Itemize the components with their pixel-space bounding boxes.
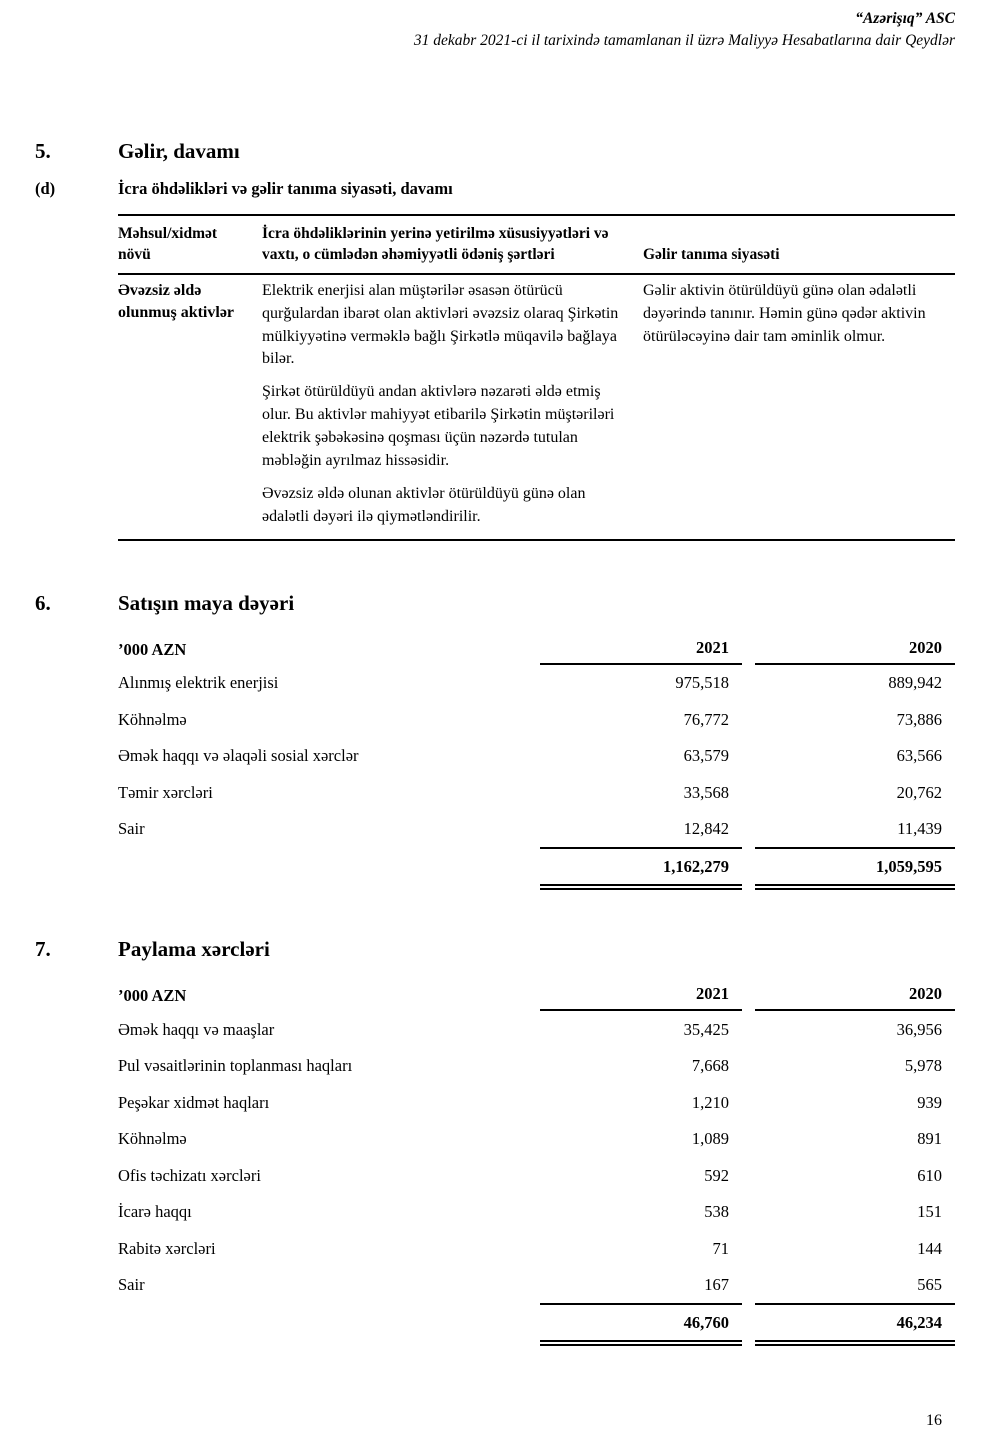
row-label: Əmək haqqı və əlaqəli sosial xərclər [118, 746, 359, 766]
value-2020: 63,566 [896, 746, 942, 766]
year-2021-header: 2021 [540, 984, 742, 1011]
table-row [118, 701, 955, 738]
table-row [118, 1194, 955, 1231]
unit-label: ’000 AZN [118, 986, 187, 1006]
policy-row-policy [643, 274, 955, 540]
revenue-policy-table [118, 214, 955, 541]
value-2020: 36,956 [896, 1019, 942, 1039]
table-header-row [118, 638, 955, 665]
table-row [118, 738, 955, 775]
value-2021: 12,842 [683, 819, 729, 839]
section5d-title: İcra öhdəlikləri və gəlir tanıma siyasəti, davamı [118, 178, 453, 198]
section5-number: 5. [35, 138, 51, 163]
section7-number: 7. [35, 937, 51, 962]
value-2021: 538 [704, 1202, 729, 1222]
policy-col-policy-header: Gəlir tanıma siyasəti [643, 215, 955, 274]
report-subtitle: 31 dekabr 2021-ci il tarixində tamamlanan il üzrə Maliyyə Hesabatlarına dair Qeydlər [413, 32, 955, 50]
year-2020-header: 2020 [755, 984, 955, 1011]
value-2021: 592 [704, 1165, 729, 1185]
value-2021: 7,668 [691, 1056, 729, 1076]
policy-table-header-row [118, 215, 955, 274]
value-2021: 76,772 [683, 709, 729, 729]
section7-heading [35, 937, 955, 962]
row-label: Təmir xərcləri [118, 782, 213, 802]
value-2021: 33,568 [683, 782, 729, 802]
value-2020: 151 [917, 1202, 942, 1222]
obligation-paragraph: Elektrik enerjisi alan müştərilər əsasən ötürücü qurğulardan ibarət olan aktivləri əvəzsiz olaraq Şirkətin mülkiyyətinə verməklə bağlı Şirkətlə müqavilə bağlaya bilər. [262, 281, 619, 368]
row-label: Sair [118, 1275, 145, 1295]
row-label: Rabitə xərcləri [118, 1238, 216, 1258]
row-label: Pul vəsaitlərinin toplanması haqları [118, 1056, 353, 1076]
section6-title: Satışın maya dəyəri [118, 590, 295, 615]
policy-paragraph: Gəlir aktivin ötürüldüyü günə olan ədalətli dəyərində tanınır. Həmin günə qədər aktivin ötürüləcəyinə dair tam əminlik olmur. [643, 281, 926, 345]
row-label: Köhnəlmə [118, 709, 187, 729]
value-2020: 939 [917, 1092, 942, 1112]
row-label: Alınmış elektrik enerjisi [118, 673, 279, 693]
value-2020: 565 [917, 1275, 942, 1295]
total-2021: 46,760 [540, 1303, 742, 1346]
value-2020: 11,439 [897, 819, 942, 839]
obligation-paragraph: Əvəzsiz əldə olunan aktivlər ötürüldüyü günə olan ədalətli dəyəri ilə qiymətləndirilir. [262, 484, 586, 525]
value-2021: 71 [712, 1238, 729, 1258]
value-2020: 20,762 [896, 782, 942, 802]
row-label: Sair [118, 819, 145, 839]
table-row [118, 1157, 955, 1194]
table-row [118, 1011, 955, 1048]
value-2020: 144 [917, 1238, 942, 1258]
value-2021: 35,425 [683, 1019, 729, 1039]
value-2020: 73,886 [896, 709, 942, 729]
policy-table-row [118, 274, 955, 540]
running-header [35, 8, 955, 53]
page-number: 16 [926, 1412, 942, 1429]
row-label: Əmək haqqı və maaşlar [118, 1019, 275, 1039]
policy-col-obligations-header: İcra öhdəliklərinin yerinə yetirilmə xüsusiyyətləri və vaxtı, o cümlədən əhəmiyyətli ödəniş şərtləri [262, 215, 643, 274]
value-2021: 1,089 [691, 1129, 729, 1149]
value-2020: 889,942 [888, 673, 942, 693]
table-total-row [118, 847, 955, 890]
table-row [118, 1230, 955, 1267]
value-2021: 167 [704, 1275, 729, 1295]
cost-of-sales-table [118, 638, 955, 891]
table-row [118, 1048, 955, 1085]
year-2020-header: 2020 [755, 638, 955, 665]
unit-label: ’000 AZN [118, 639, 187, 659]
table-row [118, 811, 955, 848]
value-2021: 63,579 [683, 746, 729, 766]
value-2020: 891 [917, 1129, 942, 1149]
table-header-row [118, 984, 955, 1011]
section5d-label: (d) [35, 178, 56, 198]
company-name: “Azərişıq” ASC [855, 10, 955, 27]
table-row [118, 774, 955, 811]
value-2020: 610 [917, 1165, 942, 1185]
table-row [118, 1084, 955, 1121]
policy-row-product: Əvəzsiz əldə olunmuş aktivlər [118, 281, 235, 322]
policy-col-product-header: Məhsul/xidmət növü [118, 215, 262, 274]
row-label: İcarə haqqı [118, 1202, 192, 1222]
section5d-heading [35, 179, 955, 199]
value-2021: 975,518 [675, 673, 729, 693]
table-row [118, 1121, 955, 1158]
table-total-row [118, 1303, 955, 1346]
row-label: Ofis təchizatı xərcləri [118, 1165, 261, 1185]
row-label: Köhnəlmə [118, 1129, 187, 1149]
section6-number: 6. [35, 590, 51, 615]
year-2021-header: 2021 [540, 638, 742, 665]
table-row [118, 665, 955, 702]
value-2021: 1,210 [691, 1092, 729, 1112]
distribution-expenses-table [118, 984, 955, 1346]
section6-heading [35, 591, 955, 616]
total-2021: 1,162,279 [540, 847, 742, 890]
section5-title: Gəlir, davamı [118, 138, 240, 163]
section5-heading [35, 139, 955, 164]
obligation-paragraph: Şirkət ötürüldüyü andan aktivlərə nəzarəti əldə etmiş olur. Bu aktivlər mahiyyət etibarilə Şirkətin müştəriləri elektrik şəbəkəsinə qoşması üçün nəzərdə tutulan məbləğin ayrılmaz hissəsidir. [262, 383, 615, 469]
row-label: Peşəkar xidmət haqları [118, 1092, 270, 1112]
policy-row-obligations [262, 274, 643, 540]
value-2020: 5,978 [904, 1056, 942, 1076]
table-row [118, 1267, 955, 1304]
total-2020: 1,059,595 [755, 847, 955, 890]
total-2020: 46,234 [755, 1303, 955, 1346]
section7-title: Paylama xərcləri [118, 937, 270, 962]
